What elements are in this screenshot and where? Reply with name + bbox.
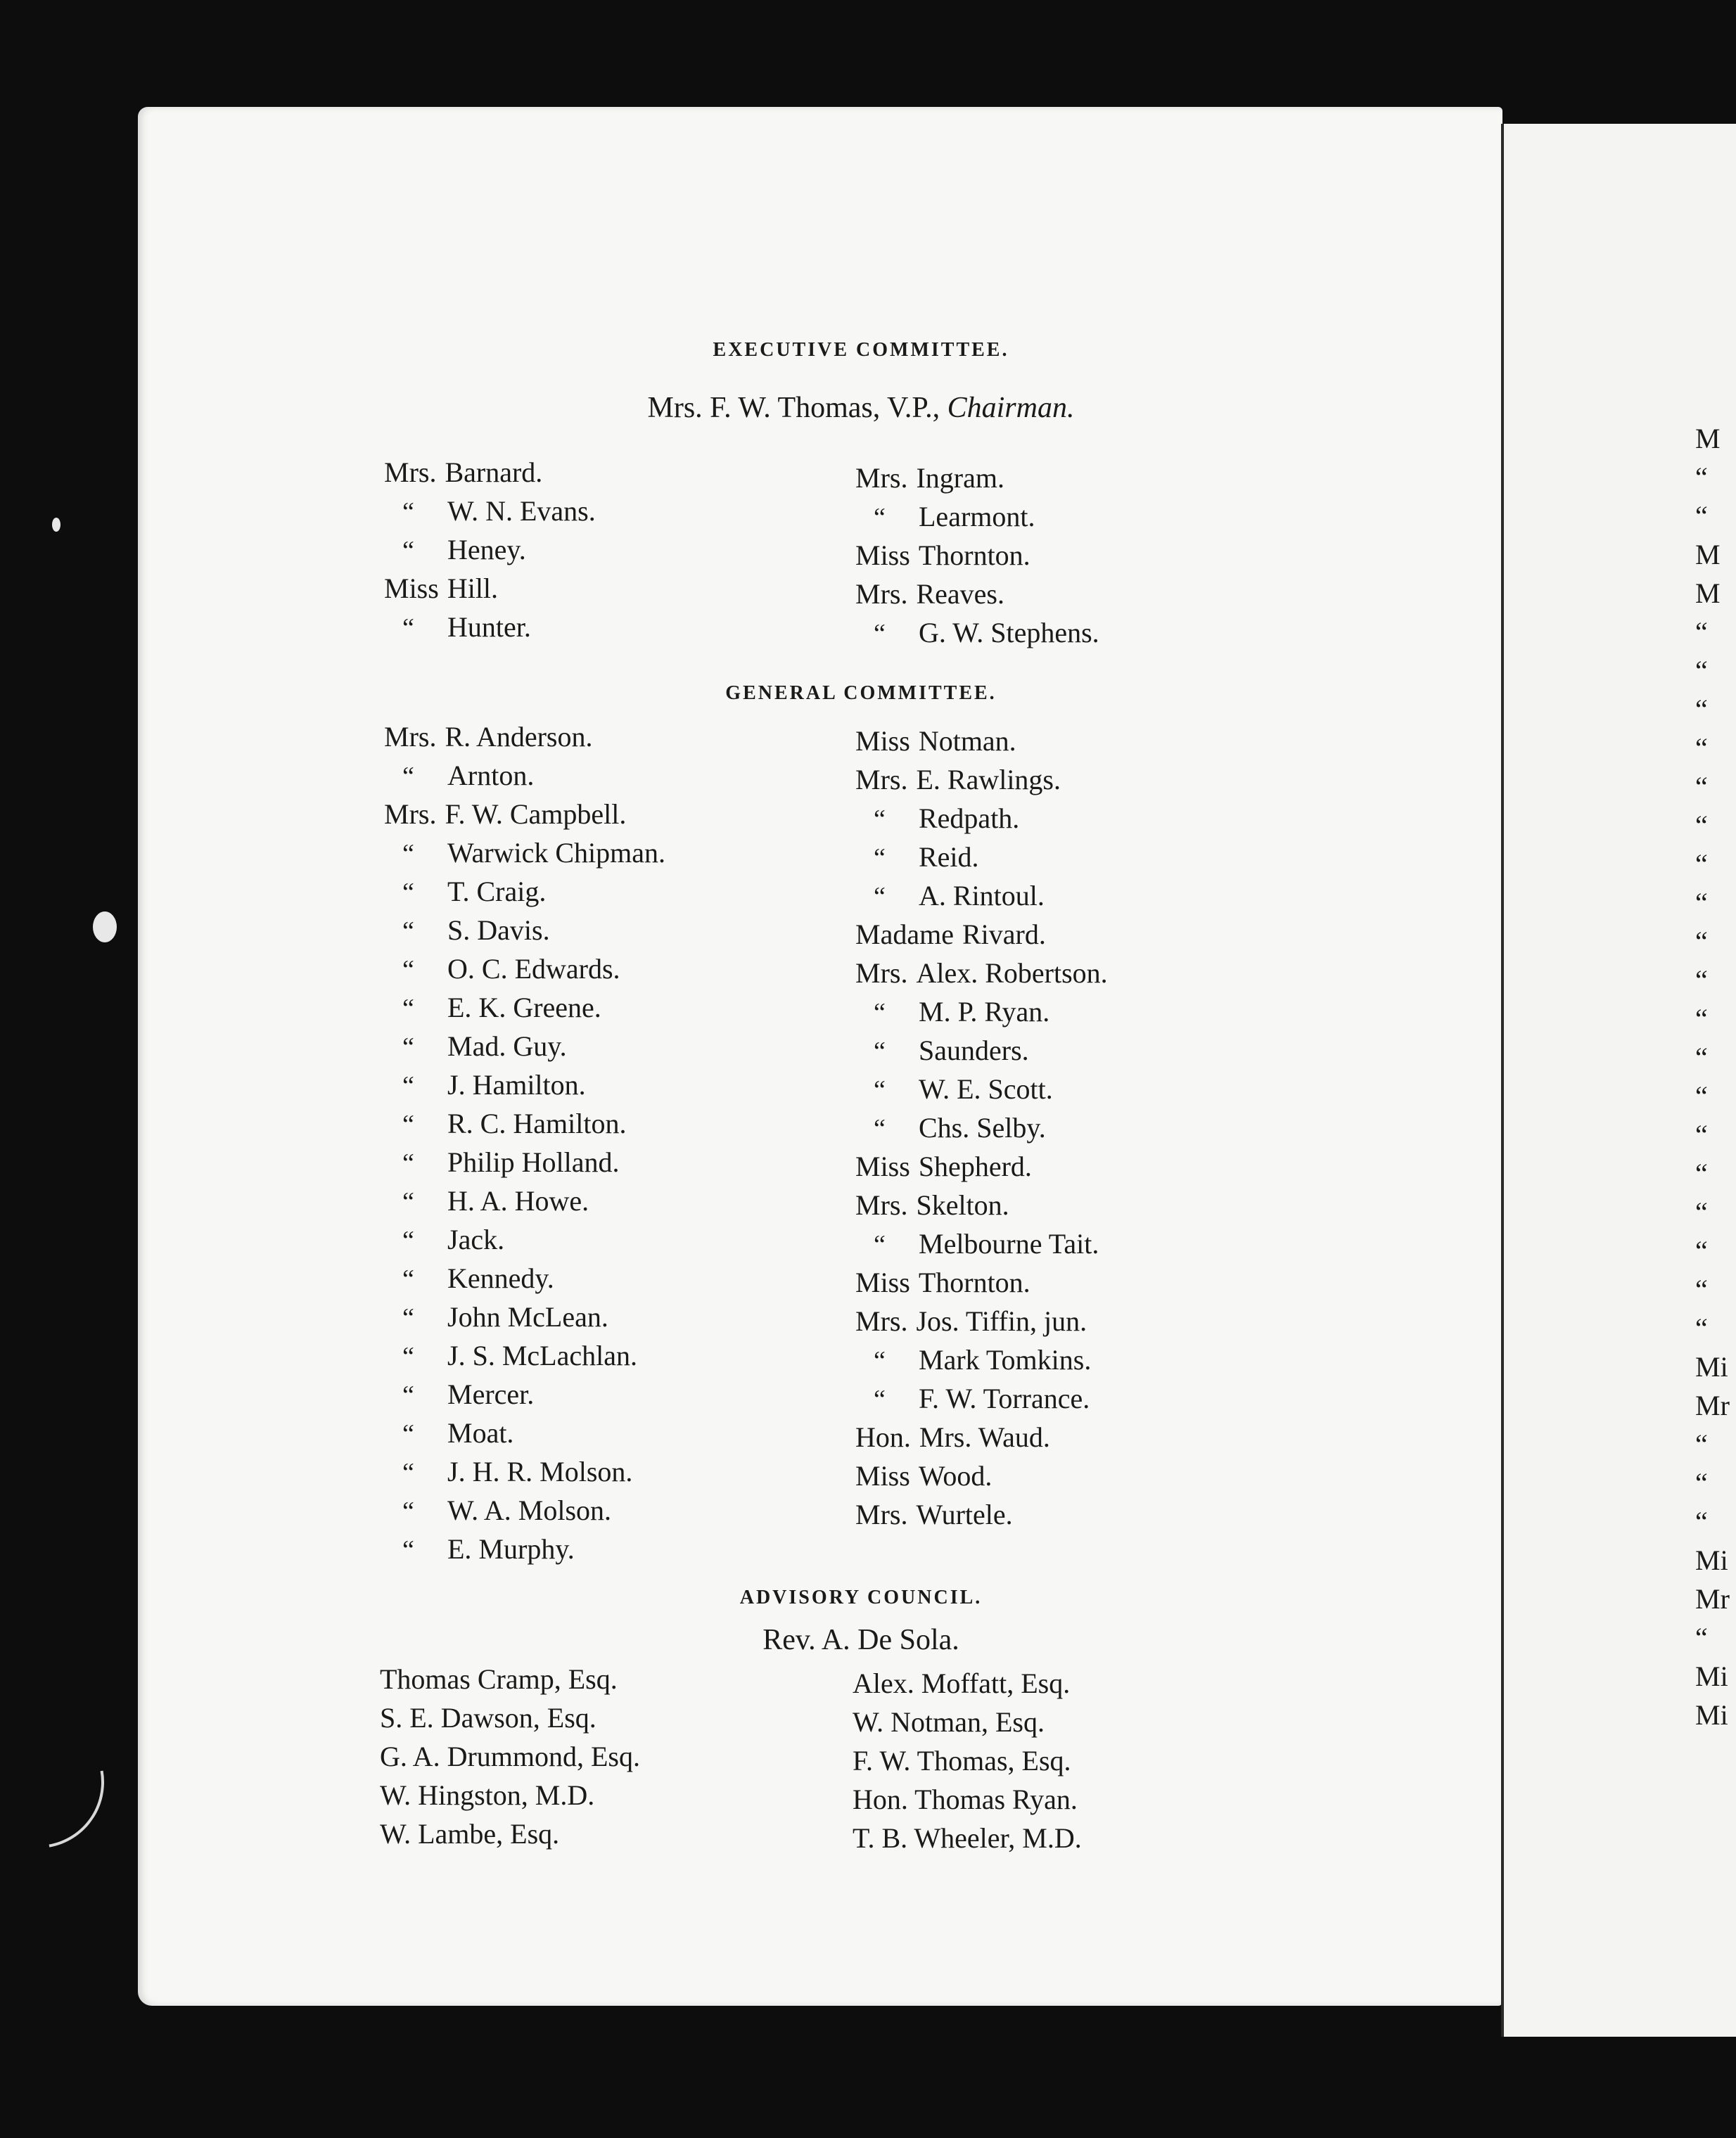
scan-speck (93, 911, 117, 942)
member-prefix: “ (402, 613, 414, 643)
member-prefix: “ (402, 994, 414, 1023)
member-entry (384, 492, 596, 530)
facing-page-fragment: “ (1695, 1042, 1708, 1073)
member-name: Rivard. (962, 918, 1046, 950)
member-entry (384, 717, 665, 756)
member-entry (855, 1186, 1108, 1224)
member-name: Alex. Robertson. (916, 957, 1108, 989)
member-name: J. Hamilton. (447, 1069, 586, 1101)
member-entry (384, 833, 665, 872)
facing-page-fragment: “ (1695, 500, 1708, 532)
member-entry (384, 1182, 665, 1220)
member-name: Jack. (447, 1224, 505, 1255)
member-name: W. E. Scott. (919, 1073, 1053, 1105)
member-prefix: “ (874, 805, 886, 834)
member-entry (384, 1414, 665, 1452)
advisor-entry: G. A. Drummond, Esq. (380, 1741, 640, 1772)
chair-name: Mrs. F. W. Thomas, V.P., (647, 392, 947, 424)
member-prefix: Mrs. (855, 957, 908, 989)
facing-page-fragment: M (1695, 577, 1721, 609)
member-name: Mercer. (447, 1378, 535, 1410)
member-name: S. Davis. (447, 914, 550, 946)
member-prefix: “ (874, 1075, 886, 1105)
facing-page-fragment: “ (1695, 1622, 1708, 1653)
member-name: J. S. McLachlan. (447, 1340, 637, 1371)
member-entry (384, 530, 596, 569)
member-prefix: “ (402, 878, 414, 907)
member-name: H. A. Howe. (447, 1185, 589, 1217)
member-prefix: “ (402, 1419, 414, 1449)
advisory-left-column (380, 1660, 640, 1853)
facing-page-fragment: “ (1695, 1119, 1708, 1151)
member-entry (855, 1418, 1108, 1457)
facing-page-fragment: “ (1695, 616, 1708, 648)
member-prefix: Mrs. (384, 721, 437, 753)
member-entry (855, 1457, 1108, 1495)
member-entry (855, 992, 1108, 1031)
executive-left-column (384, 453, 596, 646)
facing-page-fragment: Mi (1695, 1351, 1728, 1383)
member-name: Shepherd. (918, 1151, 1032, 1182)
facing-page-fragment: “ (1695, 887, 1708, 918)
member-entry (384, 1298, 665, 1336)
member-prefix: “ (874, 1385, 886, 1414)
member-prefix: Miss (855, 1460, 910, 1492)
advisor-entry: W. Hingston, M.D. (380, 1779, 595, 1811)
scan-artifact-curve (0, 1690, 130, 1874)
member-entry (384, 569, 596, 608)
advisor-entry: Thomas Cramp, Esq. (380, 1663, 618, 1695)
executive-right-column (855, 459, 1099, 652)
member-name: Learmont. (919, 501, 1035, 532)
member-name: Reaves. (916, 578, 1004, 610)
facing-page-fragment: “ (1695, 1274, 1708, 1305)
member-prefix: “ (874, 998, 886, 1028)
facing-page-fragment: “ (1695, 771, 1708, 802)
member-entry (384, 911, 665, 949)
member-name: O. C. Edwards. (447, 953, 620, 985)
member-name: Thornton. (918, 539, 1030, 571)
member-prefix: “ (402, 497, 414, 527)
member-name: Skelton. (916, 1189, 1009, 1221)
member-entry (855, 1070, 1108, 1108)
chair-title: Chairman. (947, 392, 1075, 424)
facing-page-fragment: “ (1695, 1467, 1708, 1499)
facing-page-fragment: “ (1695, 655, 1708, 686)
member-prefix: “ (874, 882, 886, 911)
general-right-column (855, 722, 1108, 1534)
member-name: Arnton. (447, 760, 535, 791)
member-prefix: “ (402, 1535, 414, 1565)
facing-page-fragment: Mi (1695, 1660, 1728, 1692)
member-entry (384, 1259, 665, 1298)
member-prefix: “ (402, 1110, 414, 1139)
member-entry (384, 1452, 665, 1491)
member-entry (384, 1491, 665, 1530)
member-name: F. W. Torrance. (919, 1383, 1090, 1414)
member-entry (384, 988, 665, 1027)
member-entry (855, 613, 1099, 652)
facing-page-fragment: M (1695, 423, 1721, 454)
member-name: Redpath. (919, 802, 1020, 834)
member-entry (384, 1143, 665, 1182)
member-name: M. P. Ryan. (919, 996, 1050, 1028)
member-entry (855, 1147, 1108, 1186)
member-prefix: “ (402, 1226, 414, 1255)
member-name: J. H. R. Molson. (447, 1456, 633, 1487)
member-prefix: Mrs. (855, 1189, 908, 1221)
member-prefix: “ (402, 1458, 414, 1487)
member-prefix: “ (402, 839, 414, 869)
member-entry (855, 722, 1108, 760)
member-prefix: “ (402, 1342, 414, 1371)
member-prefix: Mrs. (855, 1305, 908, 1337)
member-prefix: “ (402, 1071, 414, 1101)
advisor-entry: S. E. Dawson, Esq. (380, 1702, 596, 1734)
member-entry (384, 453, 596, 492)
member-entry (855, 1031, 1108, 1070)
member-prefix: “ (874, 1037, 886, 1066)
member-entry (855, 575, 1099, 613)
facing-page-fragment: Mr (1695, 1390, 1730, 1421)
member-prefix: Miss (855, 1267, 910, 1298)
member-name: John McLean. (447, 1301, 608, 1333)
member-prefix: “ (402, 1187, 414, 1217)
facing-page-fragment: “ (1695, 1196, 1708, 1228)
member-prefix: “ (874, 503, 886, 532)
member-entry (855, 1224, 1108, 1263)
member-prefix: “ (874, 843, 886, 873)
facing-page-fragment: “ (1695, 1506, 1708, 1537)
member-name: Wurtele. (916, 1499, 1013, 1530)
member-name: Moat. (447, 1417, 514, 1449)
facing-page-fragments (1695, 419, 1730, 1734)
member-prefix: “ (402, 1265, 414, 1294)
member-name: Chs. Selby. (919, 1112, 1046, 1144)
member-entry (384, 1065, 665, 1104)
member-prefix: Mrs. (384, 456, 437, 488)
advisory-council-heading: ADVISORY COUNCIL. (739, 1587, 983, 1608)
member-entry (855, 1379, 1108, 1418)
member-prefix: Mrs. (855, 462, 908, 494)
member-prefix: Miss (855, 539, 910, 571)
member-name: Saunders. (919, 1035, 1029, 1066)
member-entry (855, 915, 1108, 954)
member-entry (384, 1530, 665, 1568)
facing-page-fragment: “ (1695, 1003, 1708, 1035)
member-prefix: Miss (855, 725, 910, 757)
member-name: Melbourne Tait. (919, 1228, 1099, 1260)
member-prefix: “ (402, 536, 414, 565)
member-name: G. W. Stephens. (919, 617, 1099, 648)
member-entry (384, 872, 665, 911)
facing-page-fragment: “ (1695, 461, 1708, 493)
member-entry (855, 1340, 1108, 1379)
member-name: Mark Tomkins. (919, 1344, 1092, 1376)
advisor-entry: W. Lambe, Esq. (380, 1818, 560, 1850)
member-entry (384, 1375, 665, 1414)
member-name: Heney. (447, 534, 526, 565)
member-name: T. Craig. (447, 876, 547, 907)
facing-page-fragment: Mr (1695, 1583, 1730, 1615)
general-committee-heading: GENERAL COMMITTEE. (725, 682, 997, 704)
facing-page-fragment: “ (1695, 964, 1708, 996)
facing-page-fragment: Mi (1695, 1544, 1728, 1576)
member-entry (855, 536, 1099, 575)
member-entry (855, 760, 1108, 799)
member-prefix: “ (874, 619, 886, 648)
member-name: Ingram. (916, 462, 1004, 494)
executive-chair-line (0, 391, 1722, 425)
member-name: Thornton. (918, 1267, 1030, 1298)
advisor-entry: T. B. Wheeler, M.D. (853, 1822, 1082, 1854)
facing-page-fragment: “ (1695, 926, 1708, 957)
member-name: Notman. (918, 725, 1016, 757)
member-entry (384, 795, 665, 833)
member-name: E. Murphy. (447, 1533, 575, 1565)
member-prefix: Mrs. (384, 798, 437, 830)
member-prefix: “ (874, 1346, 886, 1376)
member-prefix: Mrs. (855, 1499, 908, 1530)
advisor-entry: Hon. Thomas Ryan. (853, 1784, 1078, 1815)
member-name: Barnard. (445, 456, 543, 488)
facing-page-fragment: “ (1695, 1158, 1708, 1189)
member-prefix: Miss (384, 572, 439, 604)
advisor-entry: W. Notman, Esq. (853, 1706, 1045, 1738)
member-entry (384, 1336, 665, 1375)
member-prefix: “ (874, 1230, 886, 1260)
member-name: Warwick Chipman. (447, 837, 666, 869)
member-prefix: “ (402, 916, 414, 946)
facing-page-fragment: “ (1695, 848, 1708, 880)
facing-page-fragment: “ (1695, 1428, 1708, 1460)
member-prefix: “ (402, 1032, 414, 1062)
member-name: Wood. (918, 1460, 993, 1492)
member-name: R. Anderson. (445, 721, 593, 753)
member-name: Mrs. Waud. (919, 1421, 1050, 1453)
member-name: A. Rintoul. (919, 880, 1045, 911)
advisory-right-column (853, 1664, 1082, 1857)
member-prefix: Mrs. (855, 764, 908, 795)
member-name: Philip Holland. (447, 1146, 620, 1178)
member-entry (384, 1027, 665, 1065)
member-name: Jos. Tiffin, jun. (916, 1305, 1087, 1337)
member-name: R. C. Hamilton. (447, 1108, 627, 1139)
member-name: E. Rawlings. (916, 764, 1061, 795)
facing-page-fragment: “ (1695, 693, 1708, 725)
member-entry (855, 1495, 1108, 1534)
member-entry (384, 1104, 665, 1143)
advisory-lead: Rev. A. De Sola. (762, 1624, 959, 1656)
member-name: Hill. (447, 572, 499, 604)
member-name: W. N. Evans. (447, 495, 596, 527)
member-entry (384, 756, 665, 795)
member-prefix: Hon. (855, 1421, 911, 1453)
member-name: W. A. Molson. (447, 1494, 612, 1526)
member-entry (855, 459, 1099, 497)
advisor-entry: Alex. Moffatt, Esq. (853, 1667, 1071, 1699)
member-name: Reid. (919, 841, 979, 873)
member-entry (855, 1302, 1108, 1340)
member-entry (384, 949, 665, 988)
member-prefix: “ (402, 955, 414, 985)
member-entry (855, 1108, 1108, 1147)
member-entry (384, 1220, 665, 1259)
member-entry (855, 838, 1108, 876)
facing-page-fragment: M (1695, 539, 1721, 570)
member-name: Mad. Guy. (447, 1030, 567, 1062)
member-name: Hunter. (447, 611, 531, 643)
advisor-entry: F. W. Thomas, Esq. (853, 1745, 1071, 1777)
member-prefix: Mrs. (855, 578, 908, 610)
member-entry (855, 954, 1108, 992)
facing-page-fragment: “ (1695, 732, 1708, 764)
member-prefix: Miss (855, 1151, 910, 1182)
member-name: E. K. Greene. (447, 992, 601, 1023)
member-name: Kennedy. (447, 1262, 554, 1294)
member-entry (384, 608, 596, 646)
member-entry (855, 876, 1108, 915)
member-prefix: “ (402, 1497, 414, 1526)
member-name: F. W. Campbell. (445, 798, 627, 830)
member-prefix: “ (402, 1148, 414, 1178)
member-prefix: “ (874, 1114, 886, 1144)
facing-page-fragment: “ (1695, 1080, 1708, 1112)
facing-page-fragment: “ (1695, 1312, 1708, 1344)
executive-committee-heading: EXECUTIVE COMMITTEE. (713, 339, 1009, 361)
facing-page-fragment: “ (1695, 809, 1708, 841)
member-prefix: “ (402, 1303, 414, 1333)
member-entry (855, 497, 1099, 536)
member-prefix: Madame (855, 918, 954, 950)
scan-speck (52, 518, 60, 532)
member-prefix: “ (402, 762, 414, 791)
member-entry (855, 799, 1108, 838)
general-left-column (384, 717, 665, 1568)
facing-page-fragment: “ (1695, 1235, 1708, 1267)
member-entry (855, 1263, 1108, 1302)
member-prefix: “ (402, 1381, 414, 1410)
facing-page-fragment: Mi (1695, 1699, 1728, 1731)
